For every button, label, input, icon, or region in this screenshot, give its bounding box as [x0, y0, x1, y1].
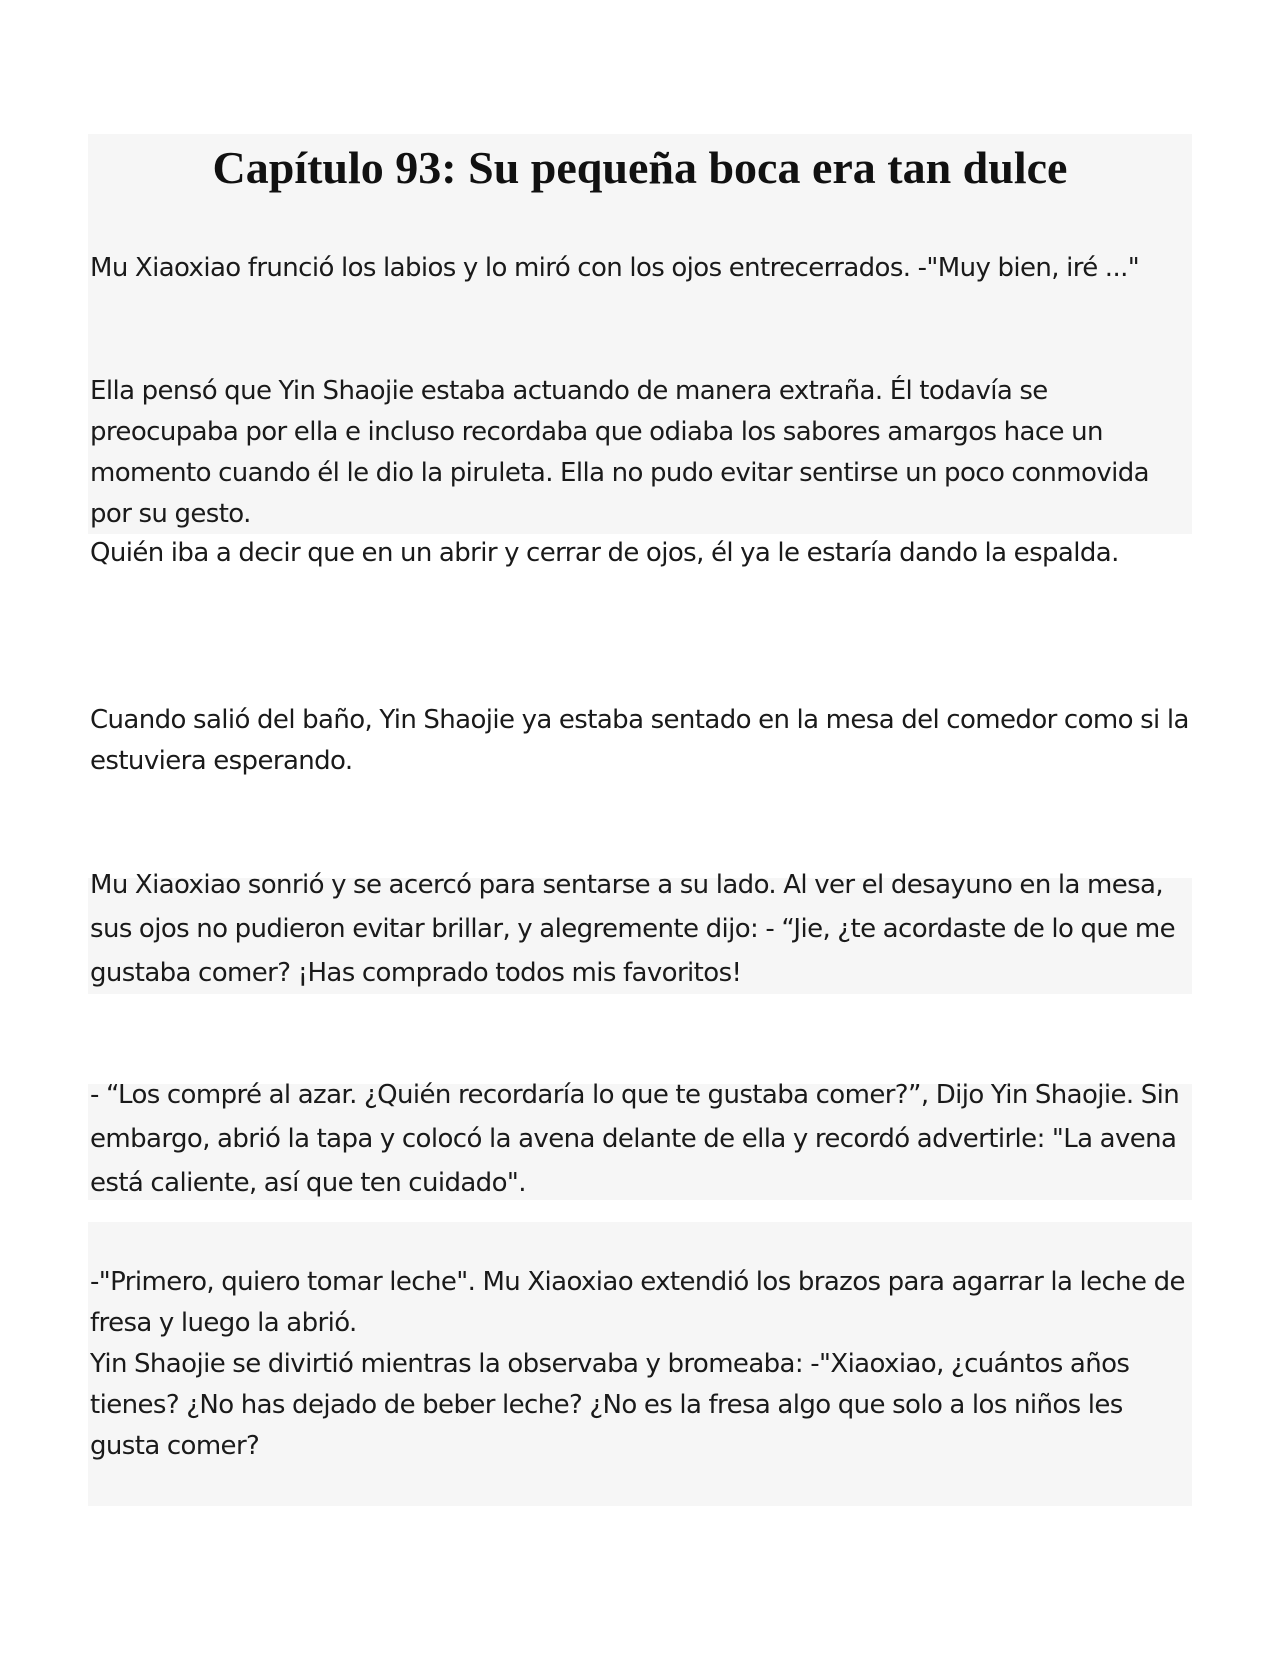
document-page	[90, 128, 1190, 1461]
chapter-title: Capítulo 93: Su pequeña boca era tan dulce	[212, 142, 1068, 193]
paragraph: Quién iba a decir que en un abrir y cerrar de ojos, él ya le estaría dando la espalda.	[90, 538, 1119, 568]
paragraph: - “Los compré al azar. ¿Quién recordaría lo que te gustaba comer?”, Dijo Yin Shaojie. Sin embargo, abrió la tapa y colocó la avena delante de ella y recordó advertirle: "La avena está caliente, así que ten cuidado".	[90, 1080, 1180, 1198]
paragraph: Yin Shaojie se divirtió mientras la observaba y bromeaba: -"Xiaoxiao, ¿cuántos años tienes? ¿No has dejado de beber leche? ¿No es la fresa algo que solo a los niños les gusta comer?	[90, 1349, 1130, 1461]
paragraph: -"Primero, quiero tomar leche". Mu Xiaoxiao extendió los brazos para agarrar la leche de fresa y luego la abrió.	[90, 1267, 1185, 1338]
paragraph: Mu Xiaoxiao sonrió y se acercó para sentarse a su lado. Al ver el desayuno en la mesa, sus ojos no pudieron evitar brillar, y alegremente dijo: - “Jie, ¿te acordaste de lo que me gustaba comer? ¡Has comprado todos mis favoritos!	[90, 870, 1175, 988]
paragraph: Mu Xiaoxiao frunció los labios y lo miró con los ojos entrecerrados. -"Muy bien, iré ..."	[90, 253, 1140, 283]
paragraph: Ella pensó que Yin Shaojie estaba actuando de manera extraña. Él todavía se preocupaba por ella e incluso recordaba que odiaba los sabores amargos hace un momento cuando él le dio la piruleta. Ella no pudo evitar sentirse un poco conmovida por su gesto.	[90, 376, 1149, 529]
paragraph: Cuando salió del baño, Yin Shaojie ya estaba sentado en la mesa del comedor como si la estuviera esperando.	[90, 705, 1189, 776]
